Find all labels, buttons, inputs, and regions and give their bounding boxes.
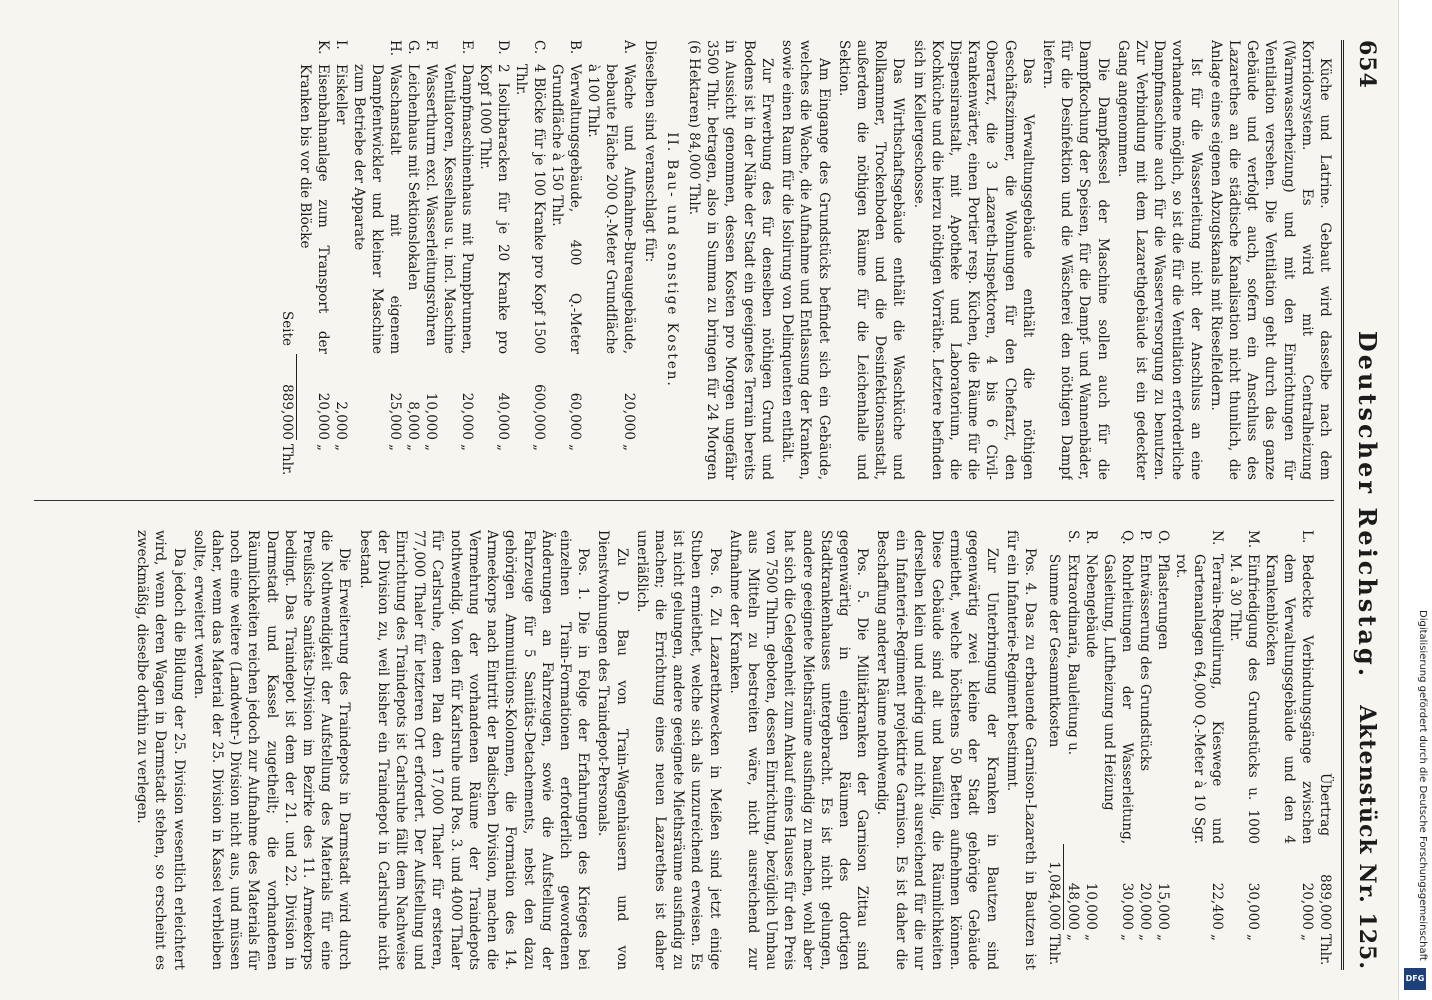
cost-label: L. xyxy=(1299,530,1315,544)
cost-label: B. xyxy=(567,40,584,55)
digitization-note: Digitalisierung gefördert durch die Deutsche Forschungsgemeinschaft xyxy=(1417,610,1428,961)
right-column xyxy=(34,530,1334,970)
cost-currency: „ xyxy=(1065,934,1081,941)
cost-row xyxy=(1136,530,1154,970)
cost-currency: „ xyxy=(1119,934,1135,941)
cost-label: K. xyxy=(315,40,332,55)
cost-value: 40,000 xyxy=(495,392,512,440)
cost-currency: „ xyxy=(387,444,404,451)
left-paragraphs xyxy=(685,40,1334,480)
cost-row xyxy=(1172,530,1226,970)
total-label: Summe der Gesammtkosten xyxy=(1046,554,1063,748)
cost-label: I. xyxy=(333,40,350,50)
cost-description: Entwässerung des Grundstücks xyxy=(1137,554,1153,772)
cost-row xyxy=(1262,530,1316,970)
cost-row xyxy=(440,40,476,480)
subtotal-currency: Thlr. xyxy=(279,444,296,476)
cost-description: 2 Isolirbaracken für je 20 Kranke pro Kopf 1000 Thlr. xyxy=(477,64,512,354)
cost-label: Q. xyxy=(1119,530,1135,545)
carry-label: Übertrag xyxy=(1317,772,1333,836)
cost-subtotal-row xyxy=(278,40,297,480)
cost-currency: „ xyxy=(567,444,584,451)
cost-value: 20,000 xyxy=(1299,882,1315,930)
cost-value: 20,000 xyxy=(459,392,476,440)
cost-description: Pflasterungen xyxy=(1155,554,1171,650)
cost-value: 20,000 xyxy=(621,392,638,440)
cost-description: Bedeckte Verbindungsgänge zwischen dem Verwaltungsgebäude und den 4 Krankenblöcken xyxy=(1263,554,1315,844)
paragraph: Zur Unterbringung der Kranken in Bautzen sind gegenwärtig zwei kleine der Stadt gehörige Gebäude ermiethet, welche höchstens 50 Betten aufnehmen können. Diese Gebäude sind alt und baufällig, die Räumlichkeiten derselben klein und niedrig und nicht ausreichend für die nur ein Infanterie-Regiment projektirte Garnison. Es ist daher die Beschaffung anderer Räume nothwendig. xyxy=(874,530,1000,970)
cost-value: 600,000 xyxy=(531,384,548,440)
cost-description: Einfriedigung des Grundstücks u. 1000 M. à 30 Thlr. xyxy=(1227,554,1261,844)
cost-description: Verwaltungsgebäude, 400 Q.-Meter Grundfläche à 150 Thlr. xyxy=(549,64,584,354)
cost-table-left xyxy=(278,40,639,480)
paragraph: Pos. 5. Die Militärkranken der Garnison Zittau sind gegenwärtig in einigen Räumen des dortigen Stadtkrankenhauses untergebracht. Es ist nicht gelungen, andere geeignete Miethsräume ausfindig zu machen, wohl aber hat sich die Gelegenheit zum Ankauf eines Hauses für den Preis von 7500 Thlrn. geboten, dessen Einrichtung, bezüglich Umbau aus Mitteln zu bestreiten wäre, nicht ausreichend zur Aufnahme der Kranken. xyxy=(726,530,871,970)
carry-currency: Thlr. xyxy=(1317,934,1333,966)
cost-description: Eiskeller xyxy=(333,64,350,125)
cost-currency: „ xyxy=(405,444,422,451)
cost-currency: „ xyxy=(1299,934,1315,941)
page-header xyxy=(1348,40,1382,970)
paragraph: Pos. 4. Das zu erbauende Garnison-Lazareth in Bautzen ist für ein Infanterie-Regiment bestimmt. xyxy=(1003,530,1038,970)
annex-label: Aktenstück Nr. 125. xyxy=(1354,705,1380,970)
cost-currency: „ xyxy=(495,444,512,451)
cost-row xyxy=(548,40,584,480)
right-paragraphs xyxy=(133,530,1039,970)
cost-currency: „ xyxy=(1209,934,1225,941)
left-column xyxy=(34,40,1334,480)
page-number: 654 xyxy=(1354,40,1380,89)
cost-value: 30,000 xyxy=(1119,882,1135,930)
cost-currency: „ xyxy=(1083,934,1099,941)
cost-description: Eisenbahnanlage zum Transport der Kranken bis vor die Blöcke xyxy=(297,64,332,354)
paragraph: Da jedoch die Bildung der 25. Division wesentlich erleichtert wird, wenn deren Wagen in Darmstadt stehen, so erscheint es zweckmäßig, dieselbe dorthin zu verlegen. xyxy=(134,530,187,970)
cost-currency: „ xyxy=(531,444,548,451)
cost-label: G. xyxy=(405,40,422,55)
cost-value: 25,000 xyxy=(387,392,404,440)
total-value: 1,084,000 xyxy=(1045,844,1064,930)
paragraph: Das Wirthschaftsgebäude enthält die Waschküche und Rollkammer, Trockenboden und die Desinfektionsanstalt, außerdem die nöthigen Räume für die Leichenhalle und Sektion. xyxy=(835,40,907,480)
cost-label: S. xyxy=(1065,530,1081,544)
cost-description: Wache und Aufnahme-Bureaugebäude, bebaute Fläche 200 Q.-Meter Grundfläche à 100 Thlr. xyxy=(585,64,638,354)
cost-description: Wasserthurm excl. Wasserleitungsröhren xyxy=(423,64,440,346)
cost-description: Rohrleitungen der Wasserleitung, Gasleitung, Luftheizung und Heizung xyxy=(1101,554,1135,844)
cost-label: R. xyxy=(1083,530,1099,545)
cost-description: Nebengebäude xyxy=(1083,554,1099,658)
carry-over-row xyxy=(1316,530,1334,970)
cost-label: P. xyxy=(1137,530,1153,541)
cost-value: 10,000 xyxy=(423,392,440,440)
paragraph: Küche und Latrine. Gebaut wird dasselbe nach dem Korridorsystem. Es wird mit Centralheizung (Warmwasserheizung) und mit den Einrichtungen für Ventilation versehen. Die Ventilation geht durch das ganze Gebäude und verfolgt auch, sofern ein Anschluss des Lazarethes an die städtische Kanalisation nicht thunlich, die Anlage eines eigenen Abzugskanals mit Rieselfeldern. xyxy=(1207,40,1333,480)
cost-description: Terrain-Regulirung, Kieswege und Gartenanlagen 64,000 Q.-Meter à 10 Sgr. rot. xyxy=(1173,554,1225,844)
cost-row xyxy=(1082,530,1100,970)
paragraph: Pos. 6. Zu Lazarethzwecken in Meißen sind jetzt einige Stuben ermiethet, welche sich als unzureichend erweisen. Es ist nicht gelungen, andere geeignete Miethsräume ausfindig zu machen; die Errichtung eines neuen Lazarethes ist daher unerläßlich. xyxy=(633,530,723,970)
page-title: Deutscher Reichstag. xyxy=(1353,330,1382,680)
cost-row xyxy=(350,40,404,480)
paragraph: Zu D. Bau von Train-Wagenhäusern und von Dienstwohnungen des Traindepot-Personals. xyxy=(595,530,630,970)
cost-row xyxy=(332,40,350,480)
cost-row xyxy=(422,40,440,480)
cost-label: N. xyxy=(1209,530,1225,546)
cost-description: Waschanstalt mit eigenem Dampfentwickler und kleiner Maschine zum Betriebe der Apparate xyxy=(351,64,404,354)
cost-row xyxy=(296,40,332,480)
cost-currency: „ xyxy=(1137,934,1153,941)
subtotal-label: Seite xyxy=(279,311,296,346)
cost-value: 2,000 xyxy=(333,401,350,440)
total-row xyxy=(1045,530,1064,970)
cost-description: Extraordinaria, Bauleitung u. xyxy=(1065,554,1081,756)
cost-currency: „ xyxy=(459,444,476,451)
cost-row xyxy=(1064,530,1083,970)
cost-row xyxy=(404,40,422,480)
cost-row xyxy=(1154,530,1172,970)
subtotal-value: 889,000 xyxy=(278,354,297,440)
cost-value: 30,000 xyxy=(1245,882,1261,930)
cost-value: 22,400 xyxy=(1209,882,1225,930)
cost-label: M. xyxy=(1245,530,1261,549)
paragraph: Zur Erwerbung des für denselben nöthigen Grund und Bodens ist in der Nähe der Stadt ein geeignetes Terrain bereits in Aussicht genommen, dessen Kosten pro Morgen ungefähr 3500 Thlr. betragen, also in Summa zu bringen für 24 Morgen (6 Hektaren) 84,000 Thlr. xyxy=(686,40,775,480)
carry-value: 889,000 xyxy=(1317,874,1333,930)
cost-currency: „ xyxy=(333,444,350,451)
cost-value: 10,000 xyxy=(1083,882,1099,930)
cost-row xyxy=(584,40,638,480)
paragraph: Die Erweiterung des Traindepots in Darmstadt wird durch die Nothwendigkeit der Aufstellung des Materials für eine Preußische Sanitäts-Division im Bezirke des 11. Armeekorps bedingt. Das Traindepot ist dem der 21. und 22. Division in Darmstadt und Kassel zugetheilt; die vorhandenen Räumlichkeiten reichen jedoch zur Aufnahme des Materials für noch eine weitere (Landwehr-) Division nicht aus, und müssen daher, wenn das Material der 25. Division in Kassel verbleiben sollte, erweitert werden. xyxy=(190,530,353,970)
cost-label: H. xyxy=(387,40,404,57)
cost-row xyxy=(1226,530,1262,970)
paragraph: Pos. 1. Die in Folge der Erfahrungen des Krieges bei einzelnen Train-Formationen erforderlich gewordenen Änderungen an Fahrzeugen, sowie die Aufstellung der Fahrzeuge für 5 Sanitäts-Detachements, nebst den dazu gehörigen Ammunitions-Kolonnen, die Formation des 14. Armeekorps nach Eintritt der Badischen Division, machen die Vermehrung der vorhandenen Räume der Traindepots nothwendig. Von den für Karlsruhe und Pos. 3. und 4000 Thaler für Carlsruhe, denen Plan den 17,000 Thaler für ersteren, 77,000 Thaler für letzteren Ort erfordert. Der Aufstellung und Einrichtung des Traindepots ist Carlsruhe fällt dem Nachweise der Division zu, weil bisher ein Traindepot in Carlsruhe nicht bestand. xyxy=(356,530,592,970)
cost-label: D. xyxy=(495,40,512,55)
cost-currency: „ xyxy=(315,444,332,451)
cost-row xyxy=(512,40,548,480)
cost-row xyxy=(1100,530,1136,970)
paragraph: Die Dampfkessel der Maschine sollen auch für die Dampfkochung der Speisen, für die Dampf- und Wannenbäder, für die Desinfektion und die Wäscherei den nöthigen Dampf liefern. xyxy=(1039,40,1111,480)
cost-value: 20,000 xyxy=(1137,882,1153,930)
cost-heading: II. Bau- und sonstige Kosten. xyxy=(663,132,680,388)
cost-label: A. xyxy=(621,40,638,55)
cost-currency: „ xyxy=(1155,934,1171,941)
cost-label: C. xyxy=(531,40,548,55)
cost-currency: „ xyxy=(423,444,440,451)
cost-label: E. xyxy=(459,40,476,55)
cost-description: Leichenhaus mit Sektionslokalen xyxy=(405,64,422,291)
cost-value: 15,000 xyxy=(1155,882,1171,930)
paragraph: Ist für die Wasserleitung nicht der Anschluss an eine vorhandene möglich, so ist die für die Ventilation erforderliche Dampfmaschine auch für die Wasserversorgung zu benutzen. Zur Verbindung mit dem Lazarethgebäude ist ein gedeckter Gang angenommen. xyxy=(1114,40,1204,480)
cost-value: 8,000 xyxy=(405,401,422,440)
cost-label: O. xyxy=(1155,530,1171,545)
cost-description: Dampfmaschinenhaus mit Pumpbrunnen, Ventilatoren, Kesselhaus u. incl. Maschine xyxy=(441,64,476,354)
cost-currency: „ xyxy=(1245,934,1261,941)
cost-value: 48,000 xyxy=(1065,882,1081,930)
paragraph: Am Eingange des Grundstücks befindet sich ein Gebäude, welches die Wache, die Aufnahme und Entlassung der Kranken, sowie einen Raum für die Isolirung von Delinquenten enthält. xyxy=(779,40,832,480)
cost-table-right xyxy=(1045,530,1334,970)
paragraph: Das Verwaltungsgebäude enthält die nöthigen Geschäftszimmer, die Wohnungen für den Chefarzt, den Oberarzt, die 3 Lazareth-Inspektoren, 4 bis 6 Civil-Krankenwärter, einen Portier resp. Küchen, die Räume für die Dispensiranstalt, mit Apotheke und Laboratorium, die Kochküche und die hierzu nöthigen Vorräthe. Letztere befinden sich im Kellergeschosse. xyxy=(910,40,1036,480)
cost-currency: „ xyxy=(621,444,638,451)
cost-intro: Dieselben sind veranschlagt für: xyxy=(641,40,658,263)
cost-label: F. xyxy=(423,40,440,52)
dfg-logo-icon: DFG xyxy=(1404,968,1426,990)
total-currency: Thlr. xyxy=(1046,934,1063,966)
column-divider xyxy=(34,500,1334,501)
cost-value: 60,000 xyxy=(567,392,584,440)
cost-value: 20,000 xyxy=(315,392,332,440)
cost-row xyxy=(476,40,512,480)
header-rule xyxy=(1341,40,1344,970)
cost-description: 4 Blöcke für je 100 Kranke pro Kopf 1500 Thlr. xyxy=(513,64,548,354)
